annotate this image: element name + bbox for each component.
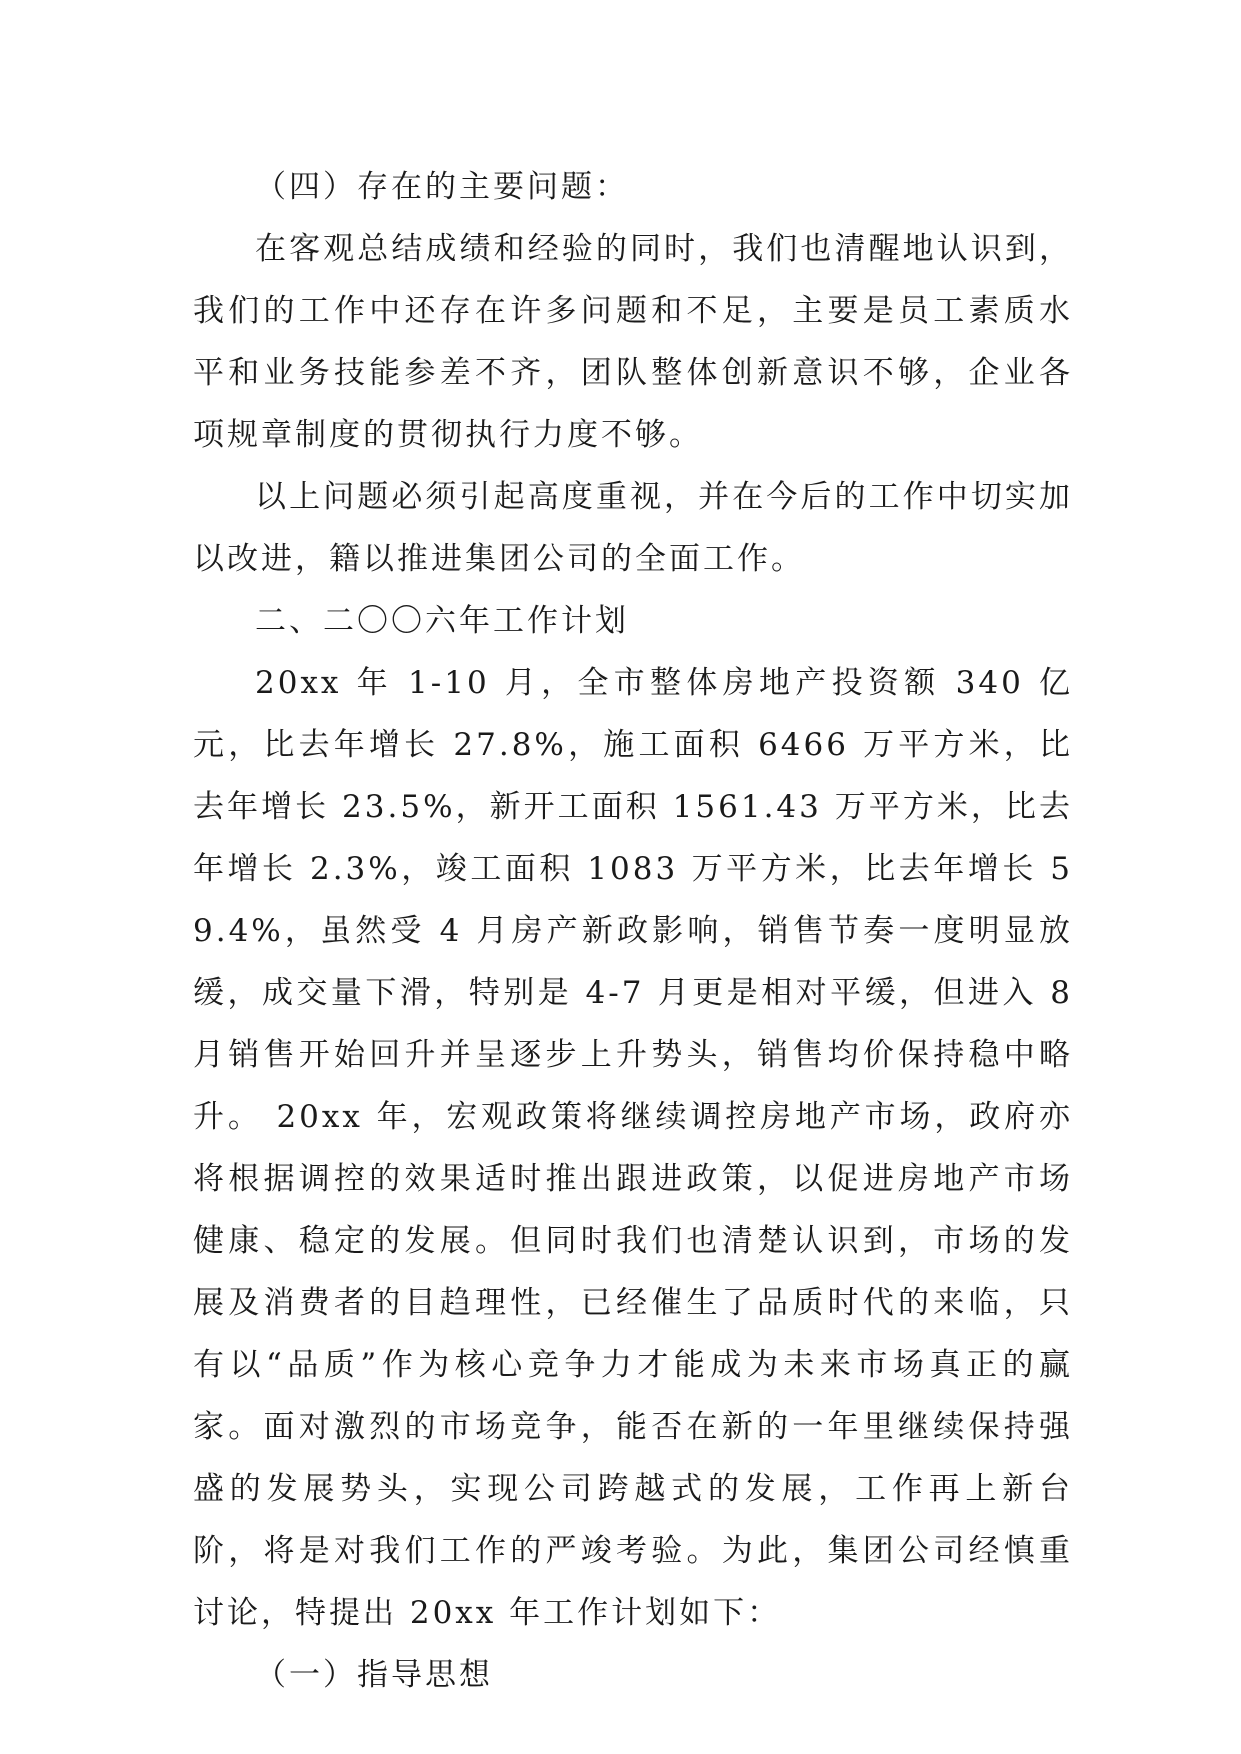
section-heading-guiding-ideology: （一）指导思想 [255,1657,493,1693]
document-body [193,156,1073,1706]
section-heading-existing-problems: （四）存在的主要问题： [255,169,629,205]
paragraph-market-analysis: 20xx 年 1-10 月，全市整体房地产投资额 340 亿元，比去年增长 27.8%，施工面积 6466 万平方米，比去年增长 23.5%，新开工面积 1561.43 万平方米，比去年增长 2.3%，竣工面积 1083 万平方米，比去年增长 59.4%，虽然受 4 月房产新政影响，销售节奏一度明显放缓，成交量下滑，特别是 4-7 月更是相对平缓，但进入 8 月销售开始回升并呈逐步上升势头，销售均价保持稳中略升。 20xx 年，宏观政策将继续调控房地产市场，政府亦将根据调控的效果适时推出跟进政策，以促进房地产市场健康、稳定的发展。但同时我们也清楚认识到，市场的发展及消费者的目趋理性，已经催生了品质时代的来临，只有以“品质”作为核心竞争力才能成为未来市场真正的赢家。面对激烈的市场竞争，能否在新的一年里继续保持强盛的发展势头，实现公司跨越式的发展，工作再上新台阶，将是对我们工作的严竣考验。为此，集团公司经慎重讨论，特提出 20xx 年工作计划如下： [193,665,1073,1631]
section-heading-work-plan: 二、二〇〇六年工作计划 [255,603,629,639]
paragraph-problems-summary: 在客观总结成绩和经验的同时，我们也清醒地认识到，我们的工作中还存在许多问题和不足，主要是员工素质水平和业务技能参差不齐，团队整体创新意识不够，企业各项规章制度的贯彻执行力度不够。 [193,231,1073,453]
paragraph-improvement: 以上问题必须引起高度重视，并在今后的工作中切实加以改进，籍以推进集团公司的全面工作。 [193,479,1073,577]
